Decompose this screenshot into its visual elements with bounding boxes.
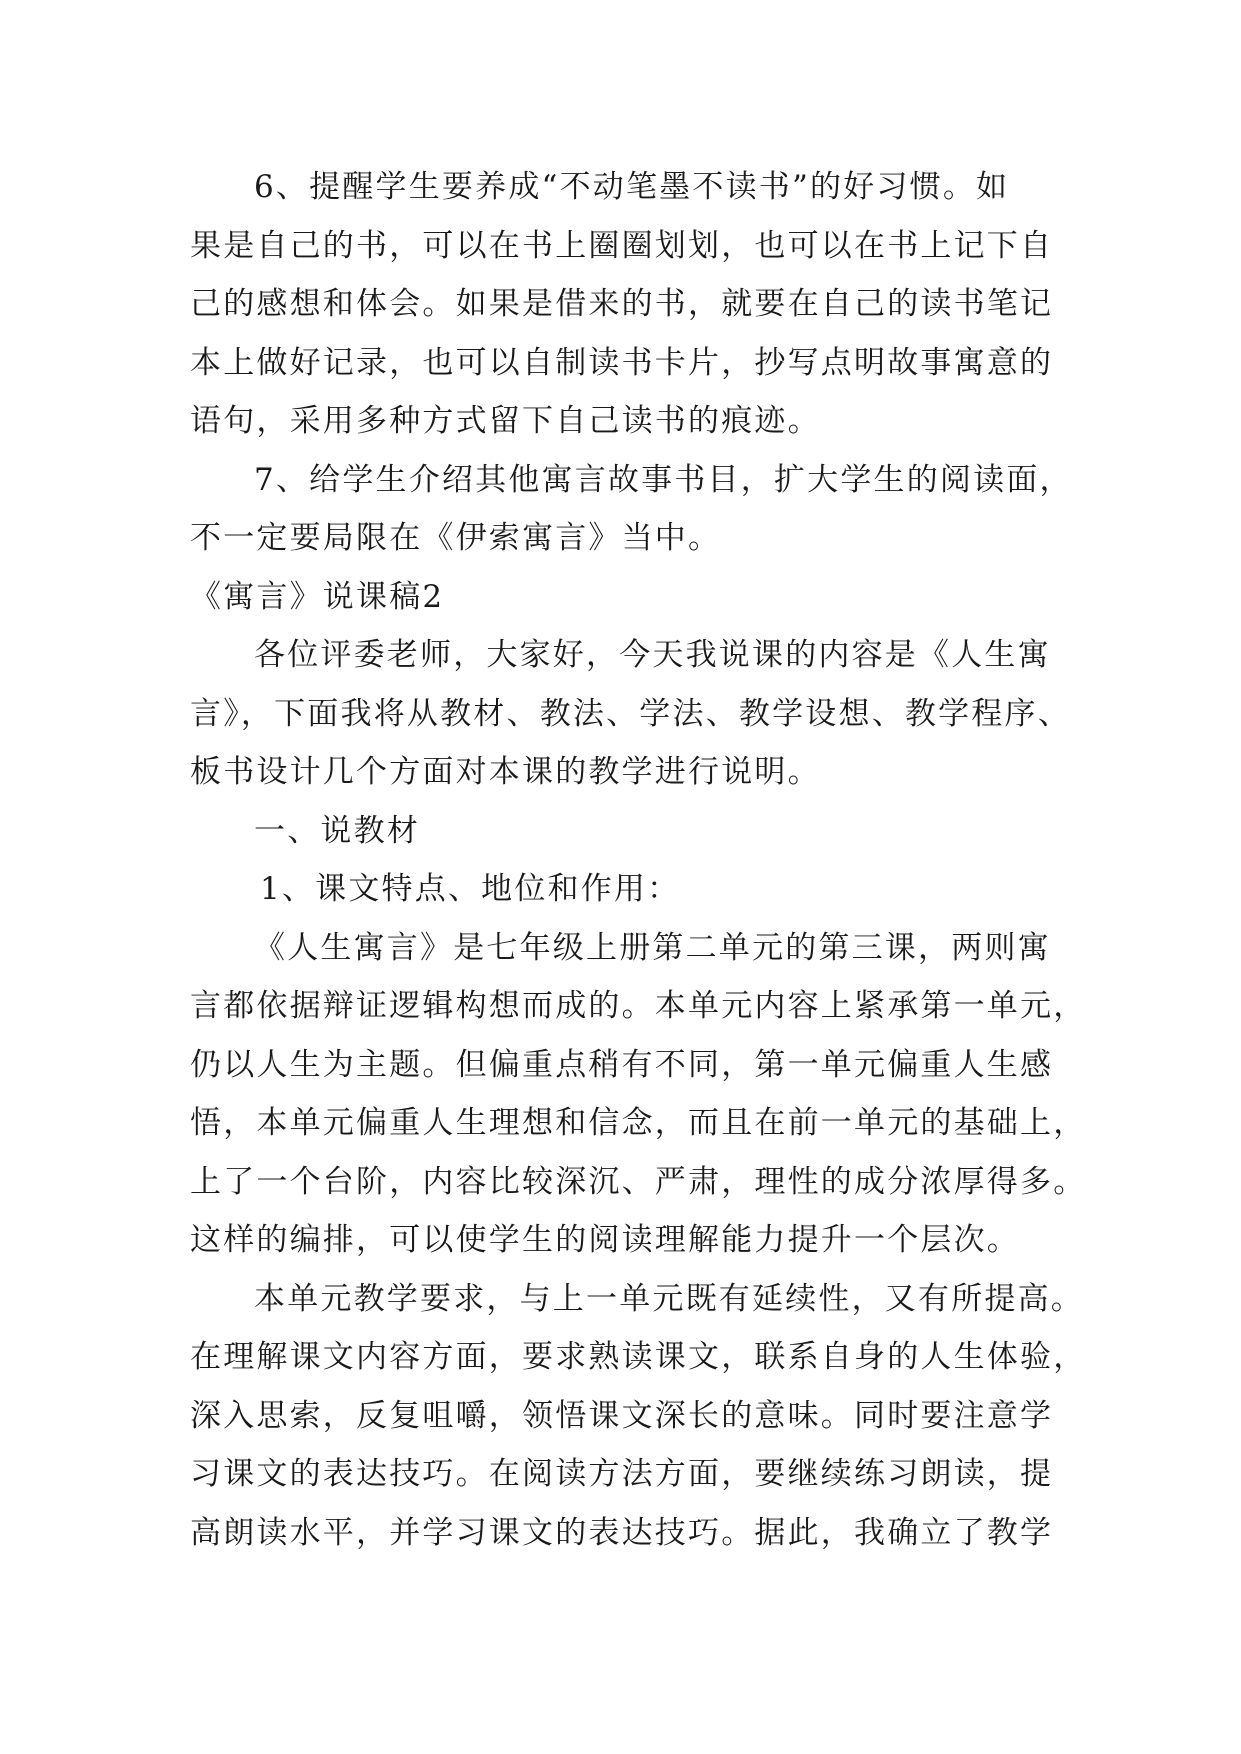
- text-line: 上了一个台阶，内容比较深沉、严肃，理性的成分浓厚得多。: [190, 1163, 1087, 1200]
- text-line: 习课文的表达技巧。在阅读方法方面，要继续练习朗读，提: [190, 1456, 1054, 1492]
- text-line: 高朗读水平，并学习课文的表达技巧。据此，我确立了教学: [190, 1514, 1054, 1551]
- text-line: 7、给学生介绍其他寓言故事书目，扩大学生的阅读面，: [254, 461, 1073, 498]
- text-line: 各位评委老师，大家好，今天我说课的内容是《人生寓: [254, 637, 1051, 673]
- subsection-heading: 1、课文特点、地位和作用：: [260, 871, 681, 907]
- text-line: 本单元教学要求，与上一单元既有延续性，又有所提高。: [254, 1280, 1084, 1317]
- text-line: 己的感想和体会。如果是借来的书，就要在自己的读书笔记: [190, 286, 1054, 322]
- text-line: 板书设计几个方面对本课的教学进行说明。: [190, 754, 821, 790]
- text-line: 这样的编排，可以使学生的阅读理解能力提升一个层次。: [190, 1222, 1020, 1258]
- text-line: 6、提醒学生要养成“不动笔墨不读书”的好习惯。如: [254, 169, 1010, 205]
- text-line: 《人生寓言》是七年级上册第二单元的第三课，两则寓: [254, 929, 1051, 966]
- text-line: 本上做好记录，也可以自制读书卡片，抄写点明故事寓意的: [190, 344, 1054, 381]
- document-page: [190, 158, 1087, 1562]
- text-line: 深入思索，反复咀嚼，领悟课文深长的意味。同时要注意学: [190, 1397, 1054, 1434]
- text-line: 仍以人生为主题。但偏重点稍有不同，第一单元偏重人生感: [190, 1046, 1054, 1083]
- subsection-heading: 一、说教材: [254, 812, 420, 849]
- text-line: 不一定要局限在《伊索寓言》当中。: [190, 520, 722, 556]
- text-line: 悟，本单元偏重人生理想和信念，而且在前一单元的基础上，: [190, 1105, 1087, 1141]
- text-line: 语句，采用多种方式留下自己读书的痕迹。: [190, 403, 821, 439]
- text-line: 言》，下面我将从教材、教法、学法、教学设想、教学程序、: [190, 695, 1071, 732]
- text-line: 言都依据辩证逻辑构想而成的。本单元内容上紧承第一单元，: [190, 988, 1087, 1024]
- text-line: 果是自己的书，可以在书上圈圈划划，也可以在书上记下自: [190, 227, 1054, 264]
- text-line: 在理解课文内容方面，要求熟读课文，联系自身的人生体验，: [190, 1339, 1087, 1375]
- section-heading: 《寓言》说课稿2: [190, 578, 445, 615]
